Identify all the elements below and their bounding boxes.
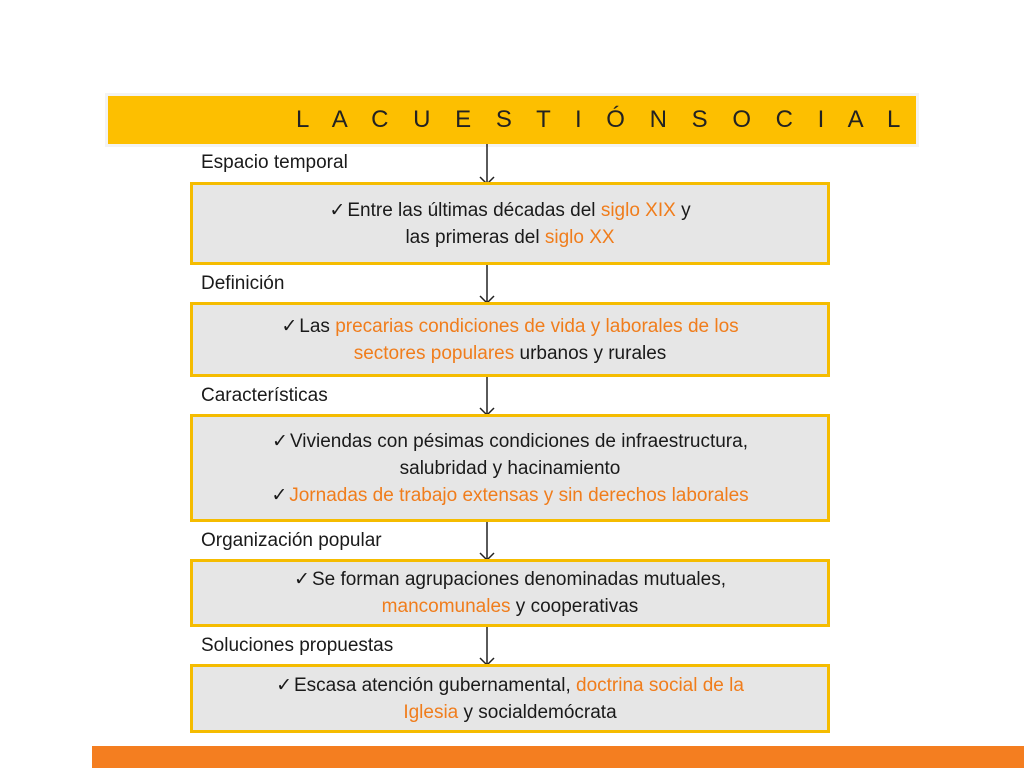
body-text: Escasa atención gubernamental, [293, 674, 576, 696]
bullet-line [294, 566, 726, 593]
body-text: Viviendas con pésimas condiciones de infraestructura, [289, 430, 748, 452]
content-box [190, 664, 830, 733]
body-text: y [675, 199, 691, 221]
arrow-down-icon [478, 377, 496, 417]
highlighted-text: mancomunales [381, 596, 511, 617]
bullet-line [271, 482, 748, 509]
checkmark-icon: ✓ [281, 315, 298, 337]
checkmark-icon: ✓ [272, 430, 288, 452]
checkmark-icon: ✓ [271, 484, 288, 506]
title-banner [108, 96, 916, 144]
content-box [190, 182, 830, 265]
content-box [190, 559, 830, 627]
bullet-line [272, 428, 748, 455]
bullet-line [405, 224, 614, 251]
body-text: salubridad y hacinamiento [399, 457, 621, 479]
section-label-organizacion-popular: Organización popular [201, 530, 382, 551]
footer-bar [92, 746, 1024, 768]
content-box [190, 302, 830, 377]
body-text: Se forman agrupaciones denominadas mutuales, [311, 569, 726, 590]
section-label-caracteristicas: Características [201, 385, 328, 406]
page-title: L A C U E S T I Ó N S O C I A L [296, 106, 910, 133]
arrow-down-icon [478, 144, 496, 186]
bullet-line [400, 455, 621, 482]
arrow-down-icon [478, 522, 496, 562]
highlighted-text: doctrina social de la [576, 674, 744, 696]
bullet-line [329, 197, 690, 224]
highlighted-text: sectores populares [353, 342, 515, 364]
highlighted-text: siglo XX [544, 226, 615, 248]
bullet-line [403, 699, 616, 726]
bullet-line [382, 593, 639, 620]
section-label-definicion: Definición [201, 273, 285, 294]
arrow-down-icon [478, 265, 496, 305]
section-label-soluciones-propuestas: Soluciones propuestas [201, 635, 394, 656]
body-text: y socialdemócrata [458, 701, 617, 723]
bullet-line [276, 672, 744, 699]
section-label-espacio-temporal: Espacio temporal [201, 152, 348, 173]
arrow-down-icon [478, 627, 496, 667]
highlighted-text: Jornadas de trabajo extensas y sin derechos laborales [289, 484, 749, 506]
body-text: y cooperativas [510, 596, 639, 617]
highlighted-text: Iglesia [403, 701, 459, 723]
highlighted-text: siglo XIX [600, 199, 676, 221]
bullet-line [281, 313, 738, 340]
body-text: Las [299, 315, 336, 337]
checkmark-icon: ✓ [294, 569, 310, 590]
checkmark-icon: ✓ [276, 674, 292, 696]
highlighted-text: precarias condiciones de vida y laborales de los [335, 315, 739, 337]
content-box [190, 414, 830, 522]
bullet-line [354, 340, 667, 367]
body-text: Entre las últimas décadas del [347, 199, 601, 221]
checkmark-icon: ✓ [329, 199, 346, 221]
body-text: urbanos y rurales [514, 342, 667, 364]
body-text: las primeras del [405, 226, 545, 248]
